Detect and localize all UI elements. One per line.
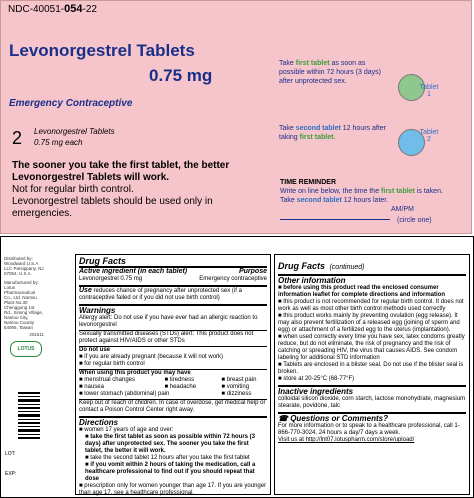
directions-header: Directions <box>79 418 119 427</box>
reminder-heading: TIME REMINDER <box>280 179 336 186</box>
time-write-line[interactable] <box>280 211 390 220</box>
count-description <box>34 126 115 148</box>
effect-item: ■ dizziness <box>221 391 252 397</box>
tablet-count: 2 <box>12 128 23 148</box>
ndc-number: NDC-40051-054-22 <box>8 3 97 15</box>
second-tablet-instruction: Take second tablet 12 hours after taking first tablet. <box>279 125 386 141</box>
other-info-item: ■ this product is not recommended for regular birth control. It does not work as well as most other birth control methods used correctly <box>278 299 464 312</box>
direction-item: ■ take the first tablet as soon as possible within 72 hours (3 days) after unprotected sex. The sooner you take the first tablet, the better it will work. <box>85 434 256 454</box>
tablet2-label: Tablet 2 <box>419 129 439 143</box>
other-info-item: ■ store at 20-25°C (68-77°F) <box>278 376 355 382</box>
other-info-item: ■ this product works mainly by preventing ovulation (egg release). It may also prevent fertilization of a released egg (joining of sperm and egg) or attachment of a fertilized egg to the uterus (implantation). <box>278 313 460 333</box>
inactive-text: colloidal silicon dioxide, corn starch, lactose monohydrate, magnesium stearate, povidone, talc <box>278 396 466 409</box>
effect-item: ■ vomiting <box>221 384 250 390</box>
side-effects-list <box>79 377 267 391</box>
keep-out-of-reach: Keep out of reach of children. In case of overdose, get medical help or contact a Poison Control Center right away. <box>79 400 266 413</box>
drug-facts-continued-box <box>274 254 470 495</box>
lot-label: LOT: <box>5 451 16 457</box>
allergy-alert: Allergy alert: Do not use if you have ever had an allergic reaction to levonorgestrel <box>79 315 258 328</box>
exp-label: EXP: <box>5 471 17 477</box>
direction-item: ■ prescription only for women younger than age 17. If you are younger than age 17, see a healthcare professional. <box>79 483 267 496</box>
count-desc-line1: Levonorgestrel Tablets <box>34 127 115 136</box>
drug-facts-cont-header: Drug Facts (continued) <box>278 261 365 271</box>
when-using: When using this product you may have <box>79 370 191 376</box>
effect-item: ■ headache <box>164 384 197 390</box>
product-name: Levonorgestrel Tablets <box>9 41 195 60</box>
other-info-item: ■ Tablets are enclosed in a blister seal. Do not use if the blister seal is broken. <box>278 362 464 375</box>
carton-front-panel <box>0 0 472 234</box>
circle-one-label: (circle one) <box>397 217 432 224</box>
std-alert: Sexually transmitted diseases (STDs) alert: This product does not protect against HIV/AIDS or other STDs <box>79 331 254 344</box>
barcode-icon <box>18 392 40 440</box>
questions-text: For more information or to speak to a healthcare professional, call 1-866-770-3024, 24 hours a day/7 days a week. <box>278 423 460 436</box>
direction-item: ■ women 17 years of age and over: <box>79 427 174 433</box>
phone-icon: ☎ <box>278 414 288 423</box>
effect-item: ■ nausea <box>79 384 104 390</box>
direction-item: ■ take the second tablet 12 hours after you take the first tablet <box>85 455 250 461</box>
statement-line1: Not for regular birth control. <box>12 184 134 195</box>
distributed-by: Distributed by: Woodward U.S.A LLC Parsippany, NJ 07054, U.S.A <box>4 256 44 276</box>
warnings-header: Warnings <box>79 306 116 315</box>
label-code: 201511 <box>29 332 44 337</box>
active-header: Active ingredient (in each tablet) Purpose <box>79 268 267 275</box>
do-not-use: Do not use <box>79 347 110 353</box>
other-info-item: ■ when used correctly every time you have sex, latex condoms greatly reduce, but do not eliminate, the risk of pregnancy and the risk of catching or spreading HIV, the virus that causes AIDS. See condom labeling for additional STD information <box>278 334 465 361</box>
direction-item: ■ if you vomit within 2 hours of taking the medication, call a healthcare professional to find out if you should repeat that dose <box>85 462 256 482</box>
barcode <box>18 392 40 440</box>
statement-bold: The sooner you take the first tablet, the better Levonorgestrel Tablets will work. <box>12 160 230 183</box>
distributor-info <box>4 256 44 337</box>
statement-text <box>12 184 272 220</box>
reminder-line2: Take second tablet 12 hours later. <box>280 197 389 204</box>
tablet1-label: Tablet 1 <box>419 84 439 98</box>
dnu-item-1: ■ if you are already pregnant (because it will not work) <box>79 354 224 360</box>
time-reminder <box>280 178 470 205</box>
effect-item: ■ breast pain <box>221 377 257 383</box>
product-subtitle: Emergency Contraceptive <box>9 98 133 109</box>
drug-facts-header: Drug Facts <box>79 256 127 266</box>
ampm-label: AM/PM <box>391 206 414 213</box>
directions-list <box>79 427 267 497</box>
questions-header: ☎ Questions or Comments? <box>278 414 388 423</box>
dnu-item-2: ■ for regular birth control <box>79 361 145 367</box>
drug-facts-box <box>75 254 271 495</box>
manufactured-by: Manufactured by: Lotus Pharmaceutical Co., Ltd. Nantou Plant No.30 Chenggong 1st Rd., Siming Village, Nantou City, Nantou County 54066, Taiwan <box>4 280 44 330</box>
statement-line2: Levonorgestrel tablets should be used only in emergencies. <box>12 196 213 219</box>
use-section: Use reduces chance of pregnancy after unprotected sex (if a contraceptive failed or if you did not use birth control) <box>79 287 242 301</box>
side-effects-list-2 <box>79 391 267 398</box>
active-row: Levonorgestrel 0.75 mg Emergency contraceptive <box>79 276 267 282</box>
other-info-list <box>278 285 466 383</box>
effect-item: ■ menstrual changes <box>79 377 135 383</box>
reminder-line1: Write on line below, the time the first tablet is taken. <box>280 188 443 195</box>
effect-item: ■ tiredness <box>164 377 195 383</box>
other-info-header: Other information <box>278 276 346 285</box>
effect-item: ■ lower stomach (abdominal) pain <box>79 391 170 397</box>
lotus-logo: LOTUS <box>10 341 42 357</box>
inactive-header: Inactive ingredients <box>278 387 354 396</box>
count-desc-line2: 0.75 mg each <box>34 138 83 147</box>
website-link[interactable]: Visit us at http://lnt07.lotuspharm.com/store/upload/ <box>278 437 415 443</box>
product-strength: 0.75 mg <box>149 66 213 85</box>
first-tablet-instruction: Take first tablet as soon as possible within 72 hours (3 days) after unprotected sex. <box>279 60 381 85</box>
other-info-item: ■ before using this product read the enclosed consumer information leaflet for complete directions and information <box>278 285 446 298</box>
